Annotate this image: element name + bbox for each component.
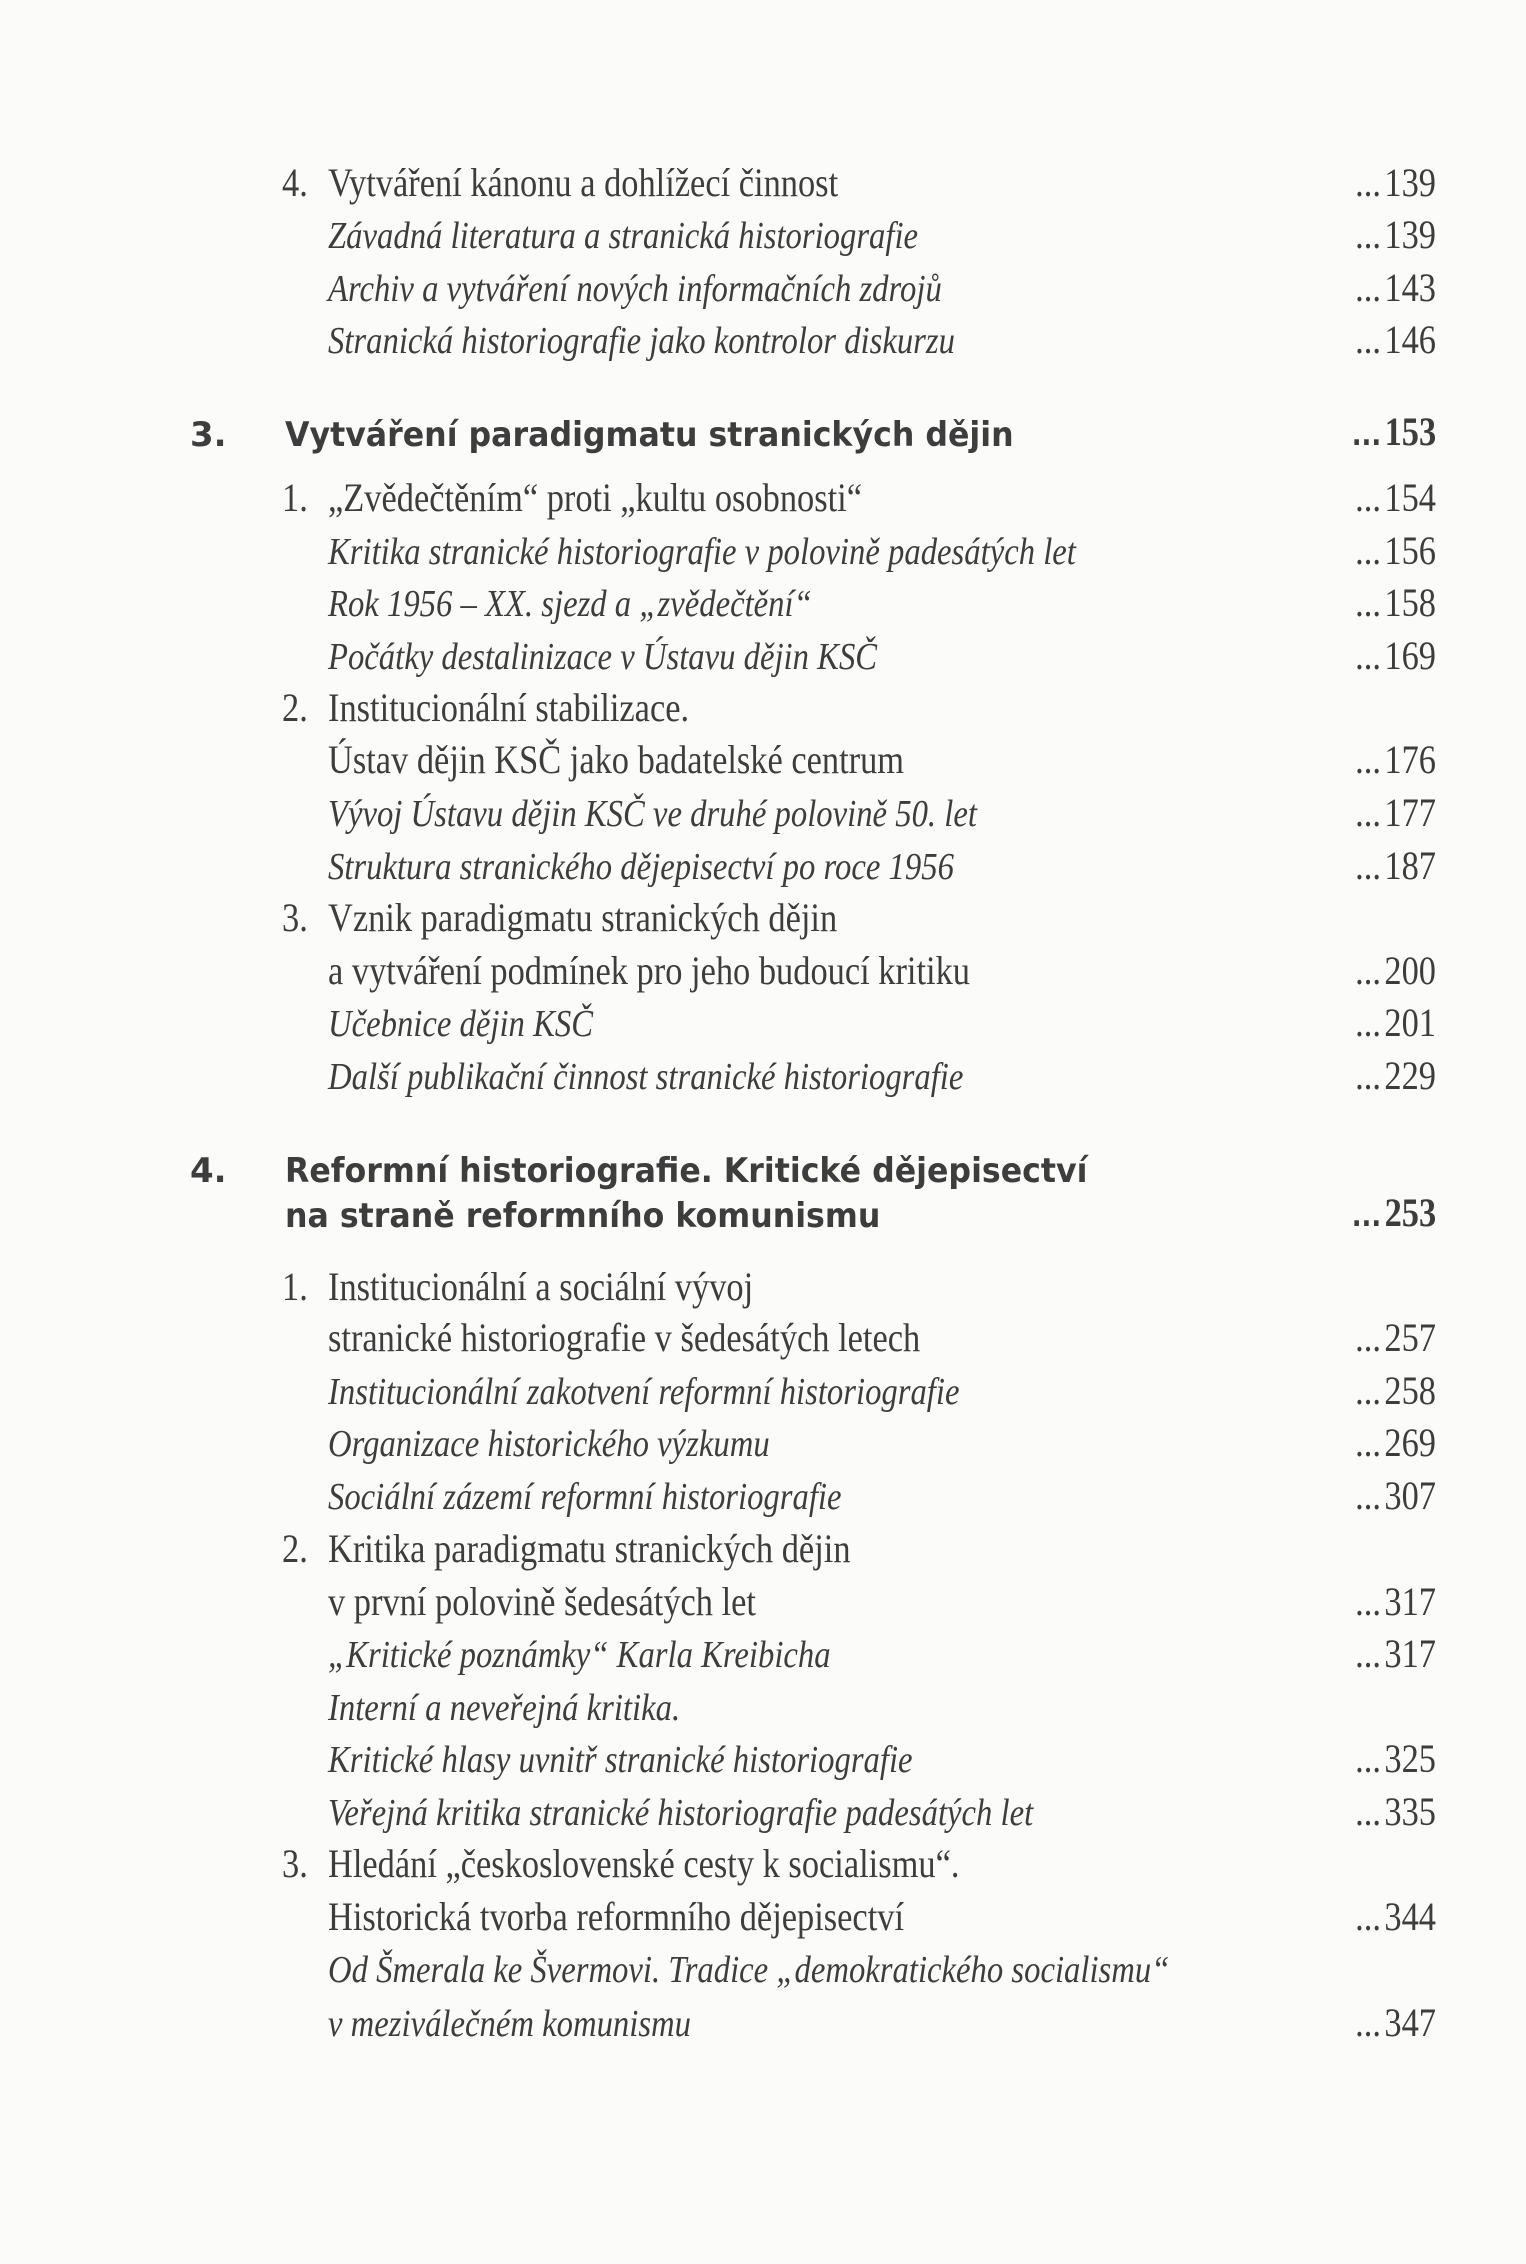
toc-entry-sub: [0, 212, 1526, 267]
section-title: „Zvědečtěním“ proti „kultu osobnosti“: [328, 475, 863, 520]
page-number-value: 146: [1384, 317, 1436, 362]
page-number-value: 257: [1384, 1315, 1436, 1360]
dot-leader: ...: [1355, 265, 1381, 310]
dot-leader: ...: [1351, 418, 1381, 453]
toc-entry-sub: [0, 1053, 1526, 1108]
subsection-title: Struktura stranického dějepisectví po roce 1956: [328, 846, 954, 888]
section-title: stranické historiografie v šedesátých letech: [328, 1315, 921, 1360]
dot-leader: ...: [1355, 1579, 1381, 1624]
chapter-title: Reformní historiografie. Kritické dějepisectví: [285, 1151, 1088, 1191]
page-number: [1351, 409, 1436, 454]
toc-entry-section: [0, 1264, 1526, 1319]
toc-entry-sub: [0, 317, 1526, 372]
page-number: [1355, 1789, 1436, 1834]
toc-entry-sub: [0, 1631, 1526, 1686]
toc-entry-sub: [0, 633, 1526, 688]
dot-leader: ...: [1355, 1420, 1381, 1465]
subsection-title: Závadná literatura a stranická historiografie: [328, 215, 919, 257]
page-number-value: 344: [1384, 1894, 1436, 1939]
dot-leader: ...: [1355, 1736, 1381, 1781]
page-number-value: 139: [1384, 212, 1436, 257]
toc-entry-section-cont: [0, 948, 1526, 1003]
toc-entry-section: [0, 160, 1526, 215]
section-title: Ústav dějin KSČ jako badatelské centrum: [328, 737, 905, 782]
section-number: 4.: [282, 160, 308, 205]
dot-leader: ...: [1355, 633, 1381, 678]
dot-leader: ...: [1355, 160, 1381, 205]
section-number: 3.: [282, 1841, 308, 1886]
dot-leader: ...: [1355, 2000, 1381, 2045]
page-number: [1355, 1736, 1436, 1781]
toc-entry-section-cont: [0, 1315, 1526, 1370]
toc-entry-sub: [0, 265, 1526, 320]
page-number: [1355, 1368, 1436, 1413]
toc-entry-sub: [0, 1789, 1526, 1844]
page-number-value: 158: [1384, 580, 1436, 625]
page-number: [1355, 948, 1436, 993]
page-number: [1355, 1420, 1436, 1465]
dot-leader: ...: [1355, 1894, 1381, 1939]
page-number-value: 307: [1384, 1473, 1436, 1518]
page-number: [1355, 1473, 1436, 1518]
subsection-title: „Kritické poznámky“ Karla Kreibicha: [328, 1634, 831, 1676]
subsection-title: Učebnice dějin KSČ: [328, 1003, 594, 1045]
subsection-title: v meziválečném komunismu: [328, 2003, 692, 2045]
dot-leader: ...: [1355, 1473, 1381, 1518]
subsection-title: Další publikační činnost stranické historiografie: [328, 1056, 964, 1098]
page-number: [1355, 265, 1436, 310]
dot-leader: ...: [1355, 317, 1381, 362]
dot-leader: ...: [1355, 1053, 1381, 1098]
subsection-title: Od Šmerala ke Švermovi. Tradice „demokratického socialismu“: [328, 1949, 1170, 1991]
dot-leader: ...: [1355, 580, 1381, 625]
toc-entry-section-cont: [0, 1894, 1526, 1949]
page-number-value: 143: [1384, 265, 1436, 310]
dot-leader: ...: [1355, 1631, 1381, 1676]
page-number: [1355, 1579, 1436, 1624]
page-number: [1355, 160, 1436, 205]
section-number: 2.: [282, 1526, 308, 1571]
dot-leader: ...: [1355, 1000, 1381, 1045]
dot-leader: ...: [1355, 475, 1381, 520]
subsection-title: Sociální zázemí reformní historiografie: [328, 1476, 842, 1518]
toc-entry-sub: [0, 1420, 1526, 1475]
section-title: Vznik paradigmatu stranických dějin: [328, 895, 838, 940]
page-number: [1355, 633, 1436, 678]
page-number-value: 156: [1384, 528, 1436, 573]
dot-leader: ...: [1355, 737, 1381, 782]
dot-leader: ...: [1351, 1199, 1381, 1234]
page-number: [1355, 1000, 1436, 1045]
page-number: [1355, 843, 1436, 888]
page-number: [1355, 317, 1436, 362]
section-title: Historická tvorba reformního dějepisectví: [328, 1894, 905, 1939]
dot-leader: ...: [1355, 1315, 1381, 1360]
page-number-value: 139: [1384, 160, 1436, 205]
section-number: 3.: [282, 895, 308, 940]
toc-entry-sub: [0, 528, 1526, 583]
toc-entry-sub: [0, 843, 1526, 898]
dot-leader: ...: [1355, 790, 1381, 835]
toc-entry-chapter: [0, 409, 1526, 464]
page-number-value: 177: [1384, 790, 1436, 835]
page-number: [1355, 2000, 1436, 2045]
toc-entry-sub: [0, 2000, 1526, 2055]
page-number-value: 176: [1384, 737, 1436, 782]
toc-entry-sub: [0, 1000, 1526, 1055]
page-number-value: 169: [1384, 633, 1436, 678]
dot-leader: ...: [1355, 1368, 1381, 1413]
subsection-title: Veřejná kritika stranické historiografie padesátých let: [328, 1792, 1034, 1834]
page-number-value: 200: [1384, 948, 1436, 993]
page-number: [1355, 790, 1436, 835]
toc-entry-sub: [0, 1951, 1526, 2001]
section-title: Hledání „československé cesty k socialismu“.: [328, 1841, 960, 1886]
toc-entry-section: [0, 475, 1526, 530]
page-number-value: 154: [1384, 475, 1436, 520]
subsection-title: Rok 1956 – XX. sjezd a „zvědečtění“: [328, 583, 812, 625]
chapter-title: na straně reformního komunismu: [285, 1196, 881, 1236]
chapter-number: 4.: [190, 1151, 227, 1191]
page-number-value: 229: [1384, 1053, 1436, 1098]
section-title: Kritika paradigmatu stranických dějin: [328, 1526, 851, 1571]
subsection-title: Stranická historiografie jako kontrolor diskurzu: [328, 320, 955, 362]
toc-entry-sub: [0, 790, 1526, 845]
page-number: [1355, 580, 1436, 625]
toc-entry-section: [0, 685, 1526, 740]
page-number: [1355, 737, 1436, 782]
dot-leader: ...: [1355, 948, 1381, 993]
toc-entry-chapter: [0, 1150, 1526, 1200]
subsection-title: Kritické hlasy uvnitř stranické historiografie: [328, 1739, 913, 1781]
section-title: v první polovině šedesátých let: [328, 1579, 756, 1624]
subsection-title: Archiv a vytváření nových informačních zdrojů: [328, 268, 942, 310]
subsection-title: Interní a neveřejná kritika.: [328, 1687, 681, 1729]
page-number-value: 253: [1384, 1190, 1436, 1235]
toc-entry-section: [0, 1526, 1526, 1581]
page-number: [1355, 1053, 1436, 1098]
subsection-title: Kritika stranické historiografie v polovině padesátých let: [328, 531, 1076, 573]
dot-leader: ...: [1355, 1789, 1381, 1834]
page-number: [1355, 475, 1436, 520]
section-number: 2.: [282, 685, 308, 730]
page-number-value: 325: [1384, 1736, 1436, 1781]
page-number: [1355, 212, 1436, 257]
subsection-title: Počátky destalinizace v Ústavu dějin KSČ: [328, 636, 878, 678]
page-number-value: 335: [1384, 1789, 1436, 1834]
page-number: [1355, 1894, 1436, 1939]
toc-entry-chapter-cont: [0, 1190, 1526, 1245]
toc-entry-section-cont: [0, 737, 1526, 792]
dot-leader: ...: [1355, 843, 1381, 888]
page-number: [1355, 1315, 1436, 1360]
page-number-value: 317: [1384, 1631, 1436, 1676]
toc-entry-sub: [0, 1689, 1526, 1739]
toc-entry-section: [0, 1841, 1526, 1896]
toc-entry-section-cont: [0, 1579, 1526, 1634]
section-number: 1.: [282, 1264, 308, 1309]
page-number-value: 201: [1384, 1000, 1436, 1045]
toc-entry-sub: [0, 580, 1526, 635]
page-number: [1351, 1190, 1436, 1235]
subsection-title: Organizace historického výzkumu: [328, 1423, 770, 1465]
section-title: Institucionální a sociální vývoj: [328, 1264, 754, 1309]
section-title: a vytváření podmínek pro jeho budoucí kritiku: [328, 948, 971, 993]
section-title: Vytváření kánonu a dohlížecí činnost: [328, 160, 839, 205]
section-title: Institucionální stabilizace.: [328, 685, 690, 730]
page-number: [1355, 528, 1436, 573]
dot-leader: ...: [1355, 528, 1381, 573]
page-number-value: 347: [1384, 2000, 1436, 2045]
chapter-title: Vytváření paradigmatu stranických dějin: [285, 415, 1014, 455]
page-number-value: 317: [1384, 1579, 1436, 1624]
page-number-value: 258: [1384, 1368, 1436, 1413]
chapter-number: 3.: [190, 415, 227, 455]
subsection-title: Vývoj Ústavu dějin KSČ ve druhé polovině 50. let: [328, 793, 977, 835]
toc-entry-sub: [0, 1736, 1526, 1791]
page-number-value: 269: [1384, 1420, 1436, 1465]
dot-leader: ...: [1355, 212, 1381, 257]
toc-entry-section: [0, 895, 1526, 950]
subsection-title: Institucionální zakotvení reformní historiografie: [328, 1371, 960, 1413]
section-number: 1.: [282, 475, 308, 520]
page-number-value: 187: [1384, 843, 1436, 888]
page-number: [1355, 1631, 1436, 1676]
toc-entry-sub: [0, 1473, 1526, 1528]
toc-entry-sub: [0, 1368, 1526, 1423]
page-number-value: 153: [1384, 409, 1436, 454]
